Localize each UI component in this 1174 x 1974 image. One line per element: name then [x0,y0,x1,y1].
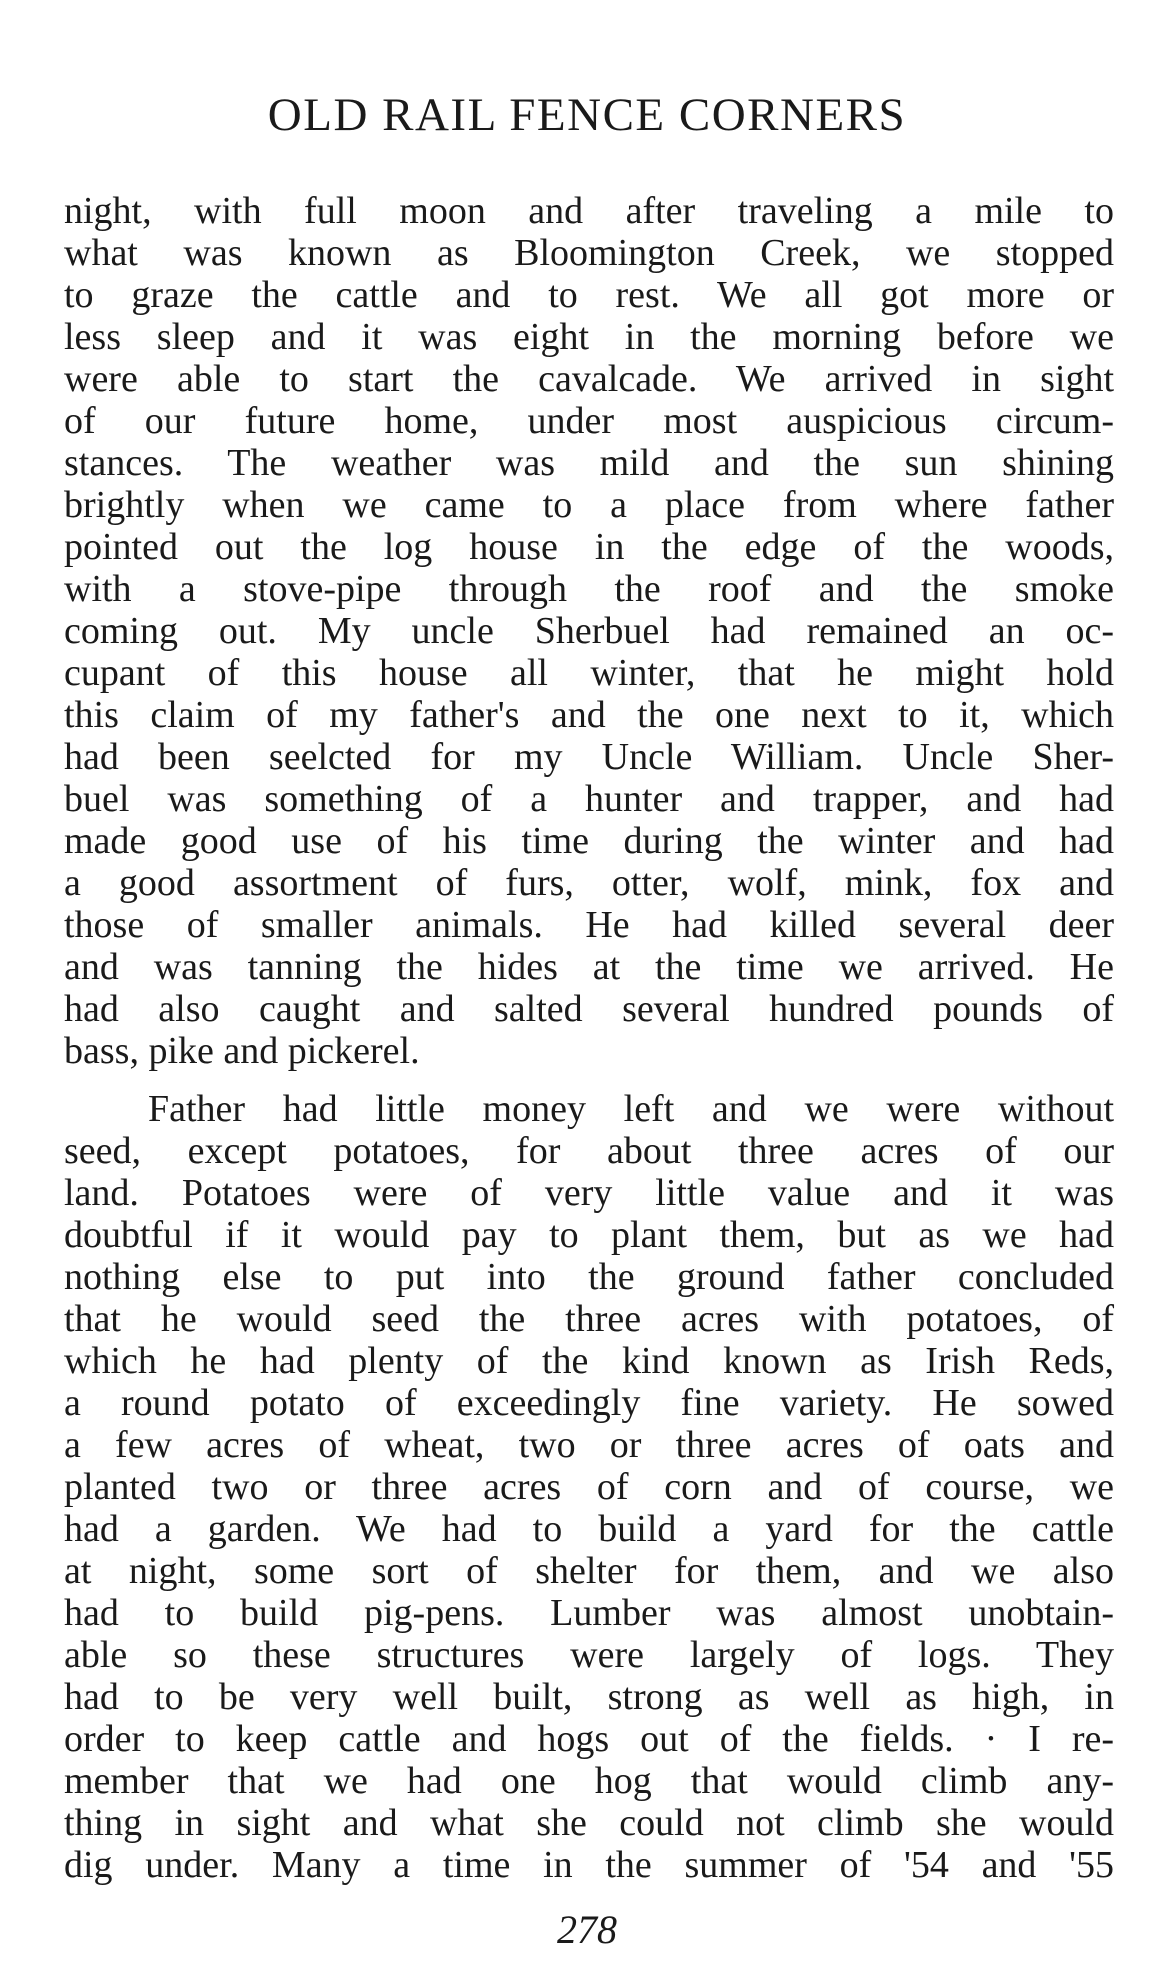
text-line: night, with full moon and after traveling a mile to [64,190,1114,232]
text-line: seed, except potatoes, for about three acres of our [64,1130,1114,1172]
text-line: a good assortment of furs, otter, wolf, mink, fox and [64,862,1114,904]
text-line: which he had plenty of the kind known as Irish Reds, [64,1340,1114,1382]
text-line: had also caught and salted several hundred pounds of [64,988,1114,1030]
text-line: cupant of this house all winter, that he might hold [64,652,1114,694]
text-line: had a garden. We had to build a yard for the cattle [64,1508,1114,1550]
text-line: buel was something of a hunter and trapper, and had [64,778,1114,820]
text-line: brightly when we came to a place from where father [64,484,1114,526]
paragraph [64,1088,1114,1886]
text-line: and was tanning the hides at the time we arrived. He [64,946,1114,988]
text-line: member that we had one hog that would climb any- [64,1760,1114,1802]
text-line: had been seelcted for my Uncle William. Uncle Sher- [64,736,1114,778]
text-line: had to be very well built, strong as well as high, in [64,1676,1114,1718]
text-line: a few acres of wheat, two or three acres of oats and [64,1424,1114,1466]
text-line: order to keep cattle and hogs out of the fields. · I re- [64,1718,1114,1760]
text-line: doubtful if it would pay to plant them, but as we had [64,1214,1114,1256]
paragraph-gap [64,1072,1114,1088]
paragraph [64,190,1114,1072]
body-text [64,190,1114,1886]
running-header: OLD RAIL FENCE CORNERS [267,89,907,141]
text-line: nothing else to put into the ground father concluded [64,1256,1114,1298]
text-line: a round potato of exceedingly fine variety. He sowed [64,1382,1114,1424]
text-line: able so these structures were largely of logs. They [64,1634,1114,1676]
text-line: had to build pig-pens. Lumber was almost unobtain- [64,1592,1114,1634]
text-line: at night, some sort of shelter for them, and we also [64,1550,1114,1592]
text-line: stances. The weather was mild and the sun shining [64,442,1114,484]
text-line: those of smaller animals. He had killed several deer [64,904,1114,946]
text-line: to graze the cattle and to rest. We all got more or [64,274,1114,316]
text-line: planted two or three acres of corn and of course, we [64,1466,1114,1508]
text-line: of our future home, under most auspicious circum- [64,400,1114,442]
page-number: 278 [557,1907,617,1952]
text-line: that he would seed the three acres with potatoes, of [64,1298,1114,1340]
text-line: with a stove-pipe through the roof and the smoke [64,568,1114,610]
text-line: this claim of my father's and the one next to it, which [64,694,1114,736]
text-line: land. Potatoes were of very little value and it was [64,1172,1114,1214]
text-line: less sleep and it was eight in the morning before we [64,316,1114,358]
text-line: were able to start the cavalcade. We arrived in sight [64,358,1114,400]
text-line: Father had little money left and we were without [148,1088,1114,1130]
text-line: dig under. Many a time in the summer of '54 and '55 [64,1844,1114,1886]
text-line: coming out. My uncle Sherbuel had remained an oc- [64,610,1114,652]
text-line: bass, pike and pickerel. [64,1030,420,1072]
text-line: what was known as Bloomington Creek, we stopped [64,232,1114,274]
text-line: thing in sight and what she could not climb she would [64,1802,1114,1844]
text-line: pointed out the log house in the edge of the woods, [64,526,1114,568]
text-line: made good use of his time during the winter and had [64,820,1114,862]
